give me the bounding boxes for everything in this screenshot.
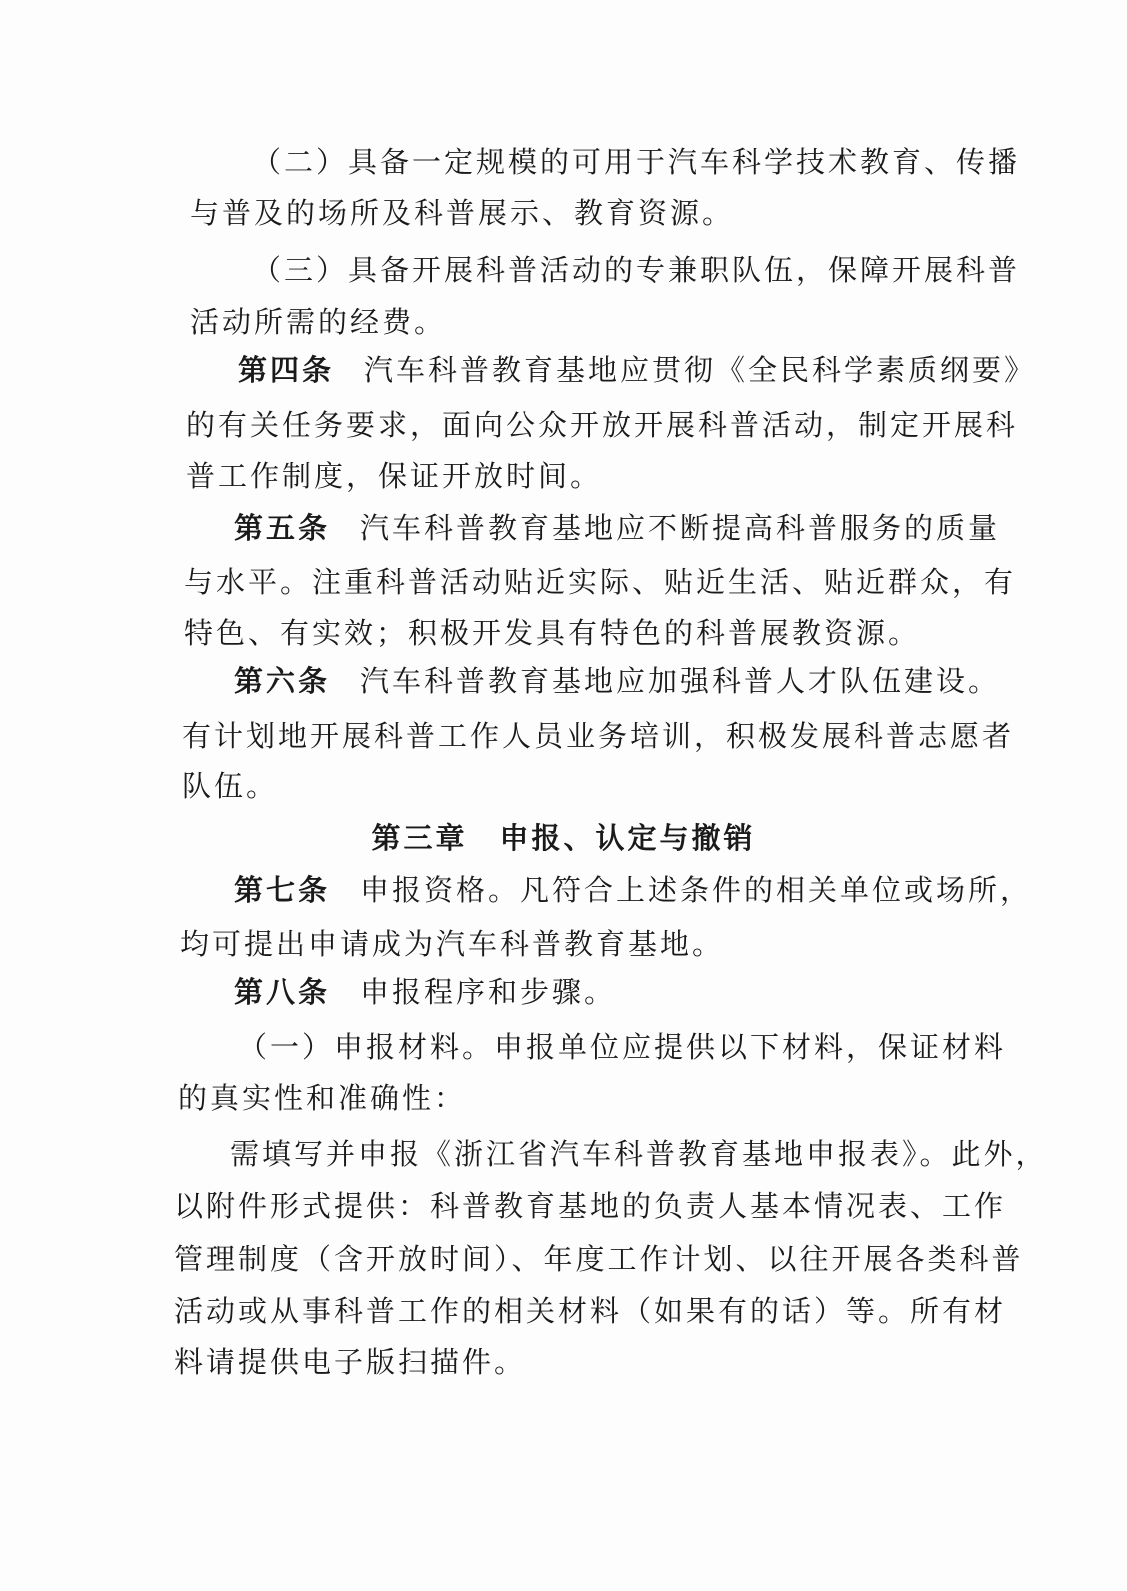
article-4-text-1: 汽车科普教育基地应贯彻《全民科学素质纲要》 bbox=[364, 353, 1037, 387]
article-5-line-2: 与水平。注重科普活动贴近实际、贴近生活、贴近群众，有 bbox=[184, 565, 1017, 599]
materials-line-1: （一）申报材料。申报单位应提供以下材料，保证材料 bbox=[238, 1030, 1007, 1064]
forms-line-3: 管理制度（含开放时间）、年度工作计划、以往开展各类科普 bbox=[174, 1242, 1024, 1276]
article-4-line-1 bbox=[238, 350, 1036, 390]
article-8-text-1: 申报程序和步骤。 bbox=[360, 975, 617, 1009]
article-6-label: 第六条 bbox=[234, 664, 331, 698]
forms-line-5: 料请提供电子版扫描件。 bbox=[174, 1345, 527, 1379]
article-6-line-3: 队伍。 bbox=[182, 769, 279, 803]
article-4-line-3: 普工作制度，保证开放时间。 bbox=[186, 459, 603, 493]
article-4-line-2: 的有关任务要求，面向公众开放开展科普活动，制定开展科 bbox=[186, 408, 1019, 442]
forms-line-4: 活动或从事科普工作的相关材料（如果有的话）等。所有材 bbox=[174, 1294, 1007, 1328]
article-5-line-1 bbox=[234, 508, 1000, 548]
article-6-line-2: 有计划地开展科普工作人员业务培训，积极发展科普志愿者 bbox=[182, 719, 1015, 753]
article-7-line-1 bbox=[234, 870, 1032, 910]
article-7-text-1: 申报资格。凡符合上述条件的相关单位或场所， bbox=[360, 873, 1033, 907]
article-8-label: 第八条 bbox=[234, 975, 331, 1009]
article-5-text-1: 汽车科普教育基地应不断提高科普服务的质量 bbox=[360, 511, 1001, 545]
condition-3-line-2: 活动所需的经费。 bbox=[190, 305, 447, 339]
condition-2-line-2: 与普及的场所及科普展示、教育资源。 bbox=[190, 196, 735, 230]
article-5-label: 第五条 bbox=[234, 511, 331, 545]
article-5-line-3: 特色、有实效；积极开发具有特色的科普展教资源。 bbox=[184, 616, 921, 650]
article-6-text-1: 汽车科普教育基地应加强科普人才队伍建设。 bbox=[360, 664, 1001, 698]
forms-line-1: 需填写并申报《浙江省汽车科普教育基地申报表》。此外， bbox=[230, 1137, 1048, 1171]
article-7-line-2: 均可提出申请成为汽车科普教育基地。 bbox=[180, 927, 725, 961]
article-7-label: 第七条 bbox=[234, 873, 331, 907]
article-4-label: 第四条 bbox=[238, 353, 335, 387]
chapter-heading: 第三章 申报、认定与撤销 bbox=[371, 821, 756, 855]
article-6-line-1 bbox=[234, 661, 1000, 701]
condition-2-line-1: （二）具备一定规模的可用于汽车科学技术教育、传播 bbox=[252, 145, 1021, 179]
article-8-line-1 bbox=[234, 972, 616, 1012]
forms-line-2: 以附件形式提供：科普教育基地的负责人基本情况表、工作 bbox=[174, 1189, 1007, 1223]
materials-line-2: 的真实性和准确性： bbox=[178, 1081, 467, 1115]
condition-3-line-1: （三）具备开展科普活动的专兼职队伍，保障开展科普 bbox=[252, 253, 1021, 287]
